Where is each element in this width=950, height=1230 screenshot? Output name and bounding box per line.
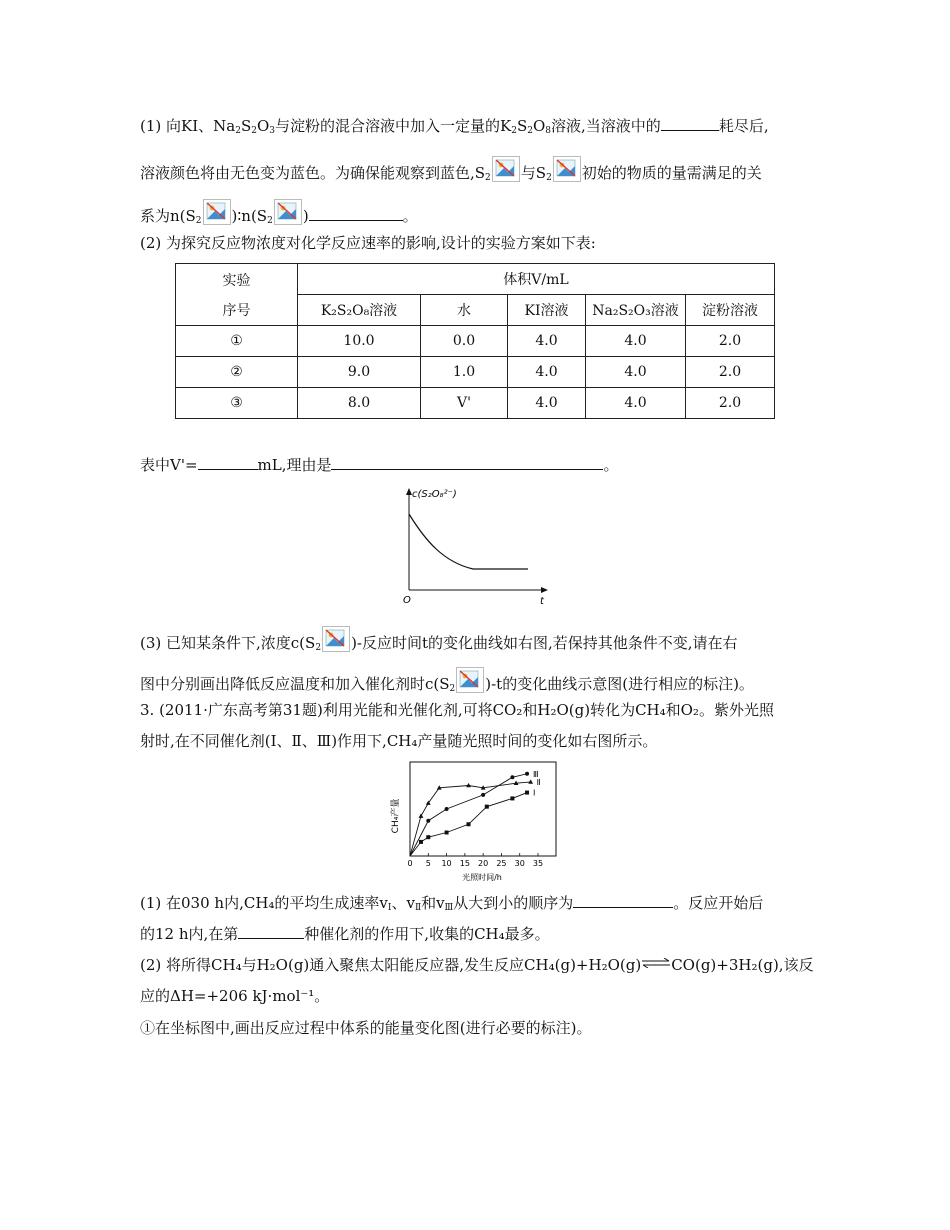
table-header-cell: 水 bbox=[421, 295, 508, 326]
q2-intro: (2) 为探究反应物浓度对化学反应速率的影响,设计的实验方案如下表: bbox=[140, 234, 596, 252]
data-point bbox=[445, 831, 449, 835]
experiment-table bbox=[175, 263, 775, 419]
broken-image-icon bbox=[203, 199, 231, 225]
data-point bbox=[466, 783, 471, 787]
text: 、v bbox=[391, 894, 415, 912]
table-cell: 4.0 bbox=[508, 388, 586, 419]
q3-1-line-1 bbox=[140, 893, 763, 918]
text: 。 bbox=[603, 456, 619, 474]
q3-2-line-1 bbox=[140, 955, 814, 975]
decay-curve bbox=[409, 514, 528, 569]
x-tick-label: 10 bbox=[441, 859, 452, 868]
text: 从大到小的顺序为 bbox=[453, 894, 574, 912]
series-label: Ⅲ bbox=[533, 769, 539, 779]
q1-line-3: 系为$n(S_2$ )$∶n(S_2$ ) 。 bbox=[140, 199, 418, 231]
table-cell: 2.0 bbox=[686, 326, 775, 357]
text: 种催化剂的作用下,收集的CH₄最多。 bbox=[304, 925, 550, 943]
ch4-xlabel: 光照时间/h bbox=[462, 873, 502, 882]
data-point bbox=[525, 791, 529, 795]
table-header-cell bbox=[176, 264, 298, 326]
table-cell: ③ bbox=[176, 388, 298, 419]
text: Ⅱ bbox=[414, 903, 422, 913]
text: mL,理由是 bbox=[257, 456, 332, 474]
q3-2-line-3: ①在坐标图中,画出反应过程中体系的能量变化图(进行必要的标注)。 bbox=[140, 1019, 592, 1037]
broken-image-icon bbox=[492, 156, 520, 182]
table-cell: 2.0 bbox=[686, 357, 775, 388]
p3-line-1: 3. (2011·广东高考第31题)利用光能和光催化剂,可将CO₂和H₂O(g)转化为CH₄和O₂。紫外光照 bbox=[140, 701, 774, 719]
data-point bbox=[510, 775, 514, 779]
text: Ⅲ bbox=[444, 903, 454, 913]
q3-line-2: 图中分别画出降低反应温度和加入催化剂时$c(S_2$ )-t的变化曲线示意图(进行相应的标注)。 bbox=[140, 667, 754, 699]
x-axis-arrow bbox=[541, 587, 548, 593]
text: ) bbox=[302, 207, 309, 225]
table-cell: 4.0 bbox=[508, 357, 586, 388]
x-tick-label: 0 bbox=[407, 859, 413, 868]
table-row bbox=[176, 388, 775, 419]
data-point bbox=[445, 807, 449, 811]
table-cell: 1.0 bbox=[421, 357, 508, 388]
table-cell: 4.0 bbox=[586, 388, 686, 419]
table-header-cell: 淀粉溶液 bbox=[686, 295, 775, 326]
broken-image-icon bbox=[274, 199, 302, 225]
broken-image-icon bbox=[553, 156, 581, 182]
answer-blank[interactable] bbox=[661, 116, 719, 131]
text: 系为n(S bbox=[140, 207, 196, 225]
text: Ⅰ bbox=[387, 903, 392, 913]
series-label: Ⅱ bbox=[536, 777, 541, 787]
decay-chart bbox=[395, 482, 555, 608]
data-point bbox=[426, 835, 430, 839]
answer-blank[interactable] bbox=[331, 455, 603, 470]
q1-line-2: 溶液颜色将由无色变为蓝色。为确保能观察到蓝色$,S_2$ 与$S_2$ 初始的物质的量需满足的关 bbox=[140, 156, 762, 188]
table-header-cell: 体积V/mL bbox=[298, 264, 775, 295]
text: )-t的变化曲线示意图(进行相应的标注)。 bbox=[485, 675, 754, 693]
data-point bbox=[510, 796, 514, 800]
text: 序号 bbox=[222, 302, 251, 319]
answer-blank[interactable] bbox=[238, 924, 304, 939]
table-cell: 4.0 bbox=[586, 357, 686, 388]
decay-origin: O bbox=[403, 595, 411, 606]
table-header-cell: K₂S₂O₈溶液 bbox=[298, 295, 421, 326]
text: 。反应开始后 bbox=[673, 894, 764, 912]
x-tick-label: 35 bbox=[532, 859, 544, 868]
text: 与淀粉的混合溶液中加入一定量的K bbox=[275, 117, 512, 135]
text: 溶液,当溶液中的 bbox=[551, 117, 661, 135]
table-cell: V' bbox=[421, 388, 508, 419]
equilibrium-arrow-icon bbox=[641, 958, 671, 968]
broken-image-icon bbox=[456, 667, 484, 693]
data-point bbox=[419, 813, 424, 817]
table-header-cell: KI溶液 bbox=[508, 295, 586, 326]
decay-ylabel: c(S₂O₈²⁻) bbox=[412, 489, 457, 500]
answer-blank[interactable] bbox=[198, 455, 258, 470]
text: (3) 已知某条件下,浓度c(S bbox=[140, 634, 316, 652]
text: (1) 向KI、Na bbox=[140, 117, 236, 135]
text: 表中V'= bbox=[140, 456, 198, 474]
q3-2-line-2: 应的ΔH=+206 kJ·mol⁻¹。 bbox=[140, 987, 330, 1005]
data-point bbox=[419, 840, 423, 844]
text: 与S bbox=[520, 164, 547, 182]
answer-blank[interactable] bbox=[573, 893, 673, 908]
text: 图中分别画出降低反应温度和加入催化剂时c(S bbox=[140, 675, 450, 693]
table-cell: 8.0 bbox=[298, 388, 421, 419]
data-point bbox=[528, 779, 533, 783]
table-cell: 10.0 bbox=[298, 326, 421, 357]
table-row bbox=[176, 326, 775, 357]
text: 实验 bbox=[222, 272, 251, 289]
data-point bbox=[485, 805, 489, 809]
answer-blank[interactable] bbox=[309, 206, 403, 221]
text: 溶液颜色将由无色变为蓝色。为确保能观察到蓝色,S bbox=[140, 164, 486, 182]
broken-image-icon bbox=[322, 626, 350, 652]
table-header-cell: Na₂S₂O₃溶液 bbox=[586, 295, 686, 326]
text: 耗尽后, bbox=[718, 117, 769, 135]
text: 初始的物质的量需满足的关 bbox=[581, 164, 762, 182]
text: )∶n(S bbox=[231, 207, 268, 225]
decay-xlabel: t bbox=[540, 596, 544, 607]
text: 和v bbox=[421, 894, 445, 912]
table-cell: ② bbox=[176, 357, 298, 388]
series-group bbox=[410, 770, 541, 856]
text: (1) 在030 h内,CH₄的平均生成速率v bbox=[140, 894, 388, 912]
text: O bbox=[256, 117, 270, 135]
data-point bbox=[467, 822, 471, 826]
p3-line-2: 射时,在不同催化剂(Ⅰ、Ⅱ、Ⅲ)作用下,CH₄产量随光照时间的变化如右图所示。 bbox=[140, 732, 658, 750]
x-tick-label: 20 bbox=[478, 859, 489, 868]
table-cell: 4.0 bbox=[586, 326, 686, 357]
q3-1-line-2 bbox=[140, 924, 550, 944]
x-tick-label: 15 bbox=[459, 859, 470, 868]
series-label: Ⅰ bbox=[533, 788, 536, 798]
q3-line-1: (3) 已知某条件下,浓度$c(S_2$ )-反应时间t的变化曲线如右图,若保持其他条件不变,请在右 bbox=[140, 626, 738, 658]
table-cell: 2.0 bbox=[686, 388, 775, 419]
x-tick-label: 30 bbox=[514, 859, 525, 868]
table-cell: 4.0 bbox=[508, 326, 586, 357]
q1-line-1: (1) 向KI、$Na_2S_2O_3$与淀粉的混合溶液中加入一定量的$K_2S_2O_8$溶液,当溶液中的 耗尽后, bbox=[140, 117, 769, 136]
text: (2) 将所得CH₄与H₂O(g)通入聚焦太阳能反应器,发生反应CH₄(g)+H₂O(g) bbox=[140, 956, 642, 974]
text: 的12 h内,在第 bbox=[140, 925, 239, 943]
data-point bbox=[481, 793, 485, 797]
text: S bbox=[240, 117, 252, 135]
x-ticks bbox=[407, 853, 543, 868]
data-point bbox=[525, 772, 529, 776]
ch4-ylabel: CH₄产量 bbox=[391, 798, 401, 834]
ch4-chart bbox=[388, 756, 568, 884]
text: 。 bbox=[402, 207, 418, 225]
text: )-反应时间t的变化曲线如右图,若保持其他条件不变,请在右 bbox=[351, 634, 738, 652]
table-cell: ① bbox=[176, 326, 298, 357]
text: CO(g)+3H₂(g),该反 bbox=[671, 956, 814, 974]
table-cell: 0.0 bbox=[421, 326, 508, 357]
q2-answer-line bbox=[140, 455, 619, 475]
table-row bbox=[176, 357, 775, 388]
x-tick-label: 5 bbox=[425, 859, 431, 868]
x-tick-label: 25 bbox=[496, 859, 507, 868]
table-cell: 9.0 bbox=[298, 357, 421, 388]
data-point bbox=[426, 819, 430, 823]
